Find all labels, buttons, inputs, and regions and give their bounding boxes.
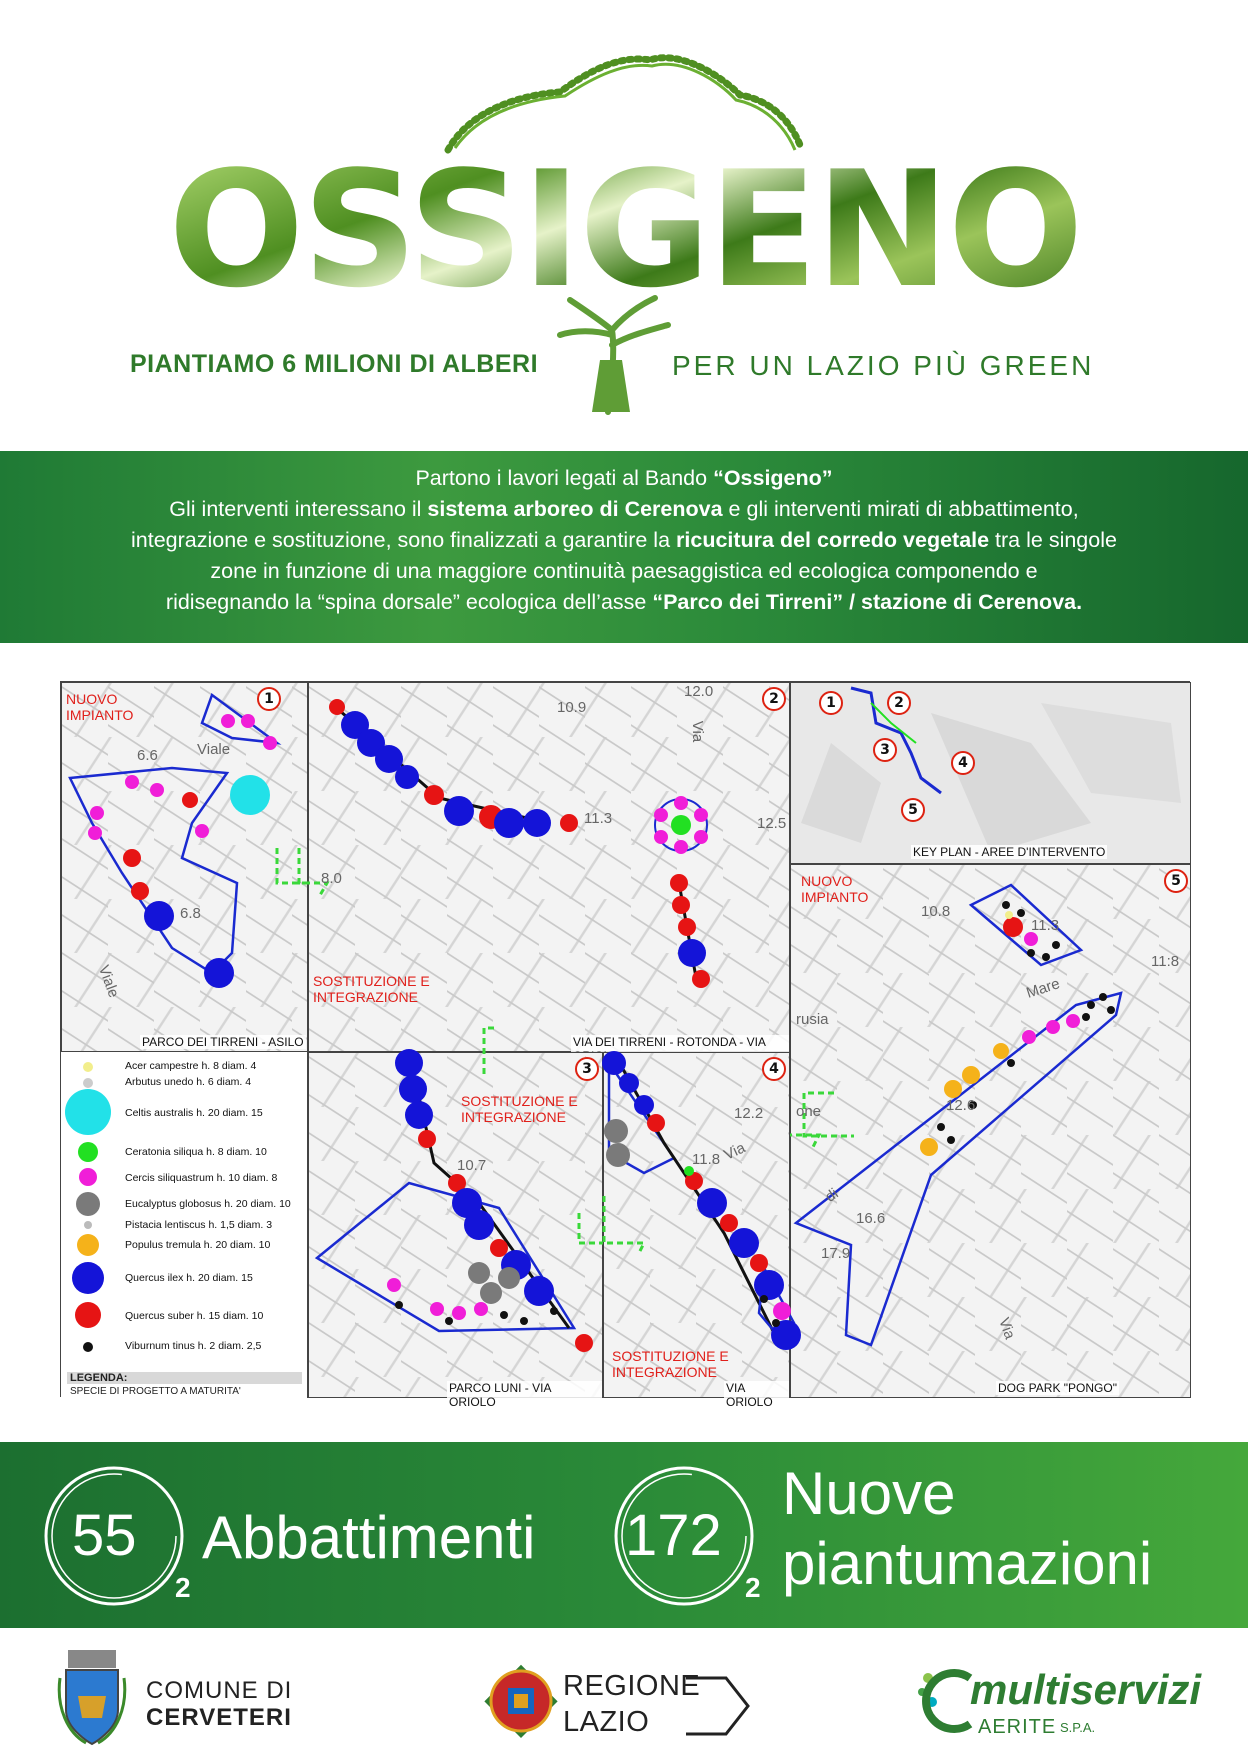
map-label: Viale — [197, 741, 231, 758]
map-label: 17.9 — [821, 1245, 851, 1262]
legend-item: Celtis australis h. 20 diam. 15 — [61, 1087, 308, 1135]
panel-1-caption: PARCO DEI TIRRENI - ASILO — [142, 1035, 304, 1049]
map-label: 12.0 — [684, 683, 714, 700]
intro-line-4: zone in funzione di una maggiore continuità paesaggistica ed ecologica componendo e — [210, 559, 1038, 583]
intro-line-5: ridisegnando la “spina dorsale” ecologica dell’asse “Parco dei Tirreni” / stazione di Cerenova. — [165, 590, 1083, 614]
cerveteri-line2: CERVETERI — [146, 1704, 292, 1731]
panel-1-number: 1 — [257, 687, 281, 711]
piantumazioni-label-line2: piantumazioni — [782, 1530, 1153, 1597]
piantumazioni-count: 172 — [625, 1503, 722, 1568]
regione-lazio-emblem-icon — [480, 1660, 562, 1742]
panel-4-number: 4 — [762, 1057, 786, 1081]
legend-item: Populus tremula h. 20 diam. 10 — [61, 1232, 308, 1258]
map-panel-2 — [308, 682, 790, 1052]
legend-item: Acer campestre h. 8 diam. 4 — [61, 1056, 308, 1082]
abbattimenti-count: 55 — [72, 1503, 137, 1568]
panel-5-caption: DOG PARK "PONGO" — [998, 1381, 1117, 1395]
keyplan-marker-3: 3 — [873, 738, 897, 762]
legend-item: Viburnum tinus h. 2 diam. 2,5 — [61, 1332, 308, 1358]
legend-swatch — [83, 1062, 93, 1072]
map-label: Via — [995, 1315, 1019, 1342]
legend-title: LEGENDA: — [67, 1372, 302, 1384]
regione-line1: REGIONE — [563, 1670, 701, 1702]
keyplan-marker-5: 5 — [901, 798, 925, 822]
intro-line-2: Gli interventi interessano il sistema arboreo di Cerenova e gli interventi mirati di abbattimento, — [169, 497, 1079, 521]
map-label: Via — [689, 720, 707, 743]
map-label: 10.7 — [457, 1157, 487, 1174]
poster-header — [0, 0, 1248, 445]
multiservizi-suffix: S.P.A. — [1060, 1720, 1096, 1735]
tagline-right: PER UN LAZIO PIÙ GREEN — [672, 350, 1095, 381]
map-label: 11:8 — [1151, 953, 1180, 970]
panel-3-caption: PARCO LUNI - VIA ORIOLO — [447, 1381, 602, 1409]
panel-1-tag: NUOVO IMPIANTO — [66, 691, 134, 723]
piantumazioni-label-line1: Nuove — [782, 1460, 956, 1527]
map-label: 6.6 — [137, 747, 158, 764]
key-plan-panel — [790, 682, 1191, 864]
legend-swatch — [65, 1089, 111, 1135]
abbattimenti-subscript: 2 — [175, 1572, 191, 1603]
legend-item: Quercus ilex h. 20 diam. 15 — [61, 1258, 308, 1296]
intro-line-1: Partono i lavori legati al Bando “Ossigeno” — [415, 466, 833, 490]
legend-item: Quercus suber h. 15 diam. 10 — [61, 1300, 308, 1326]
map-label: rusia — [796, 1011, 829, 1028]
legend-item: Arbutus unedo h. 6 diam. 4 — [61, 1072, 308, 1098]
panel-4-tag: SOSTITUZIONE E INTEGRAZIONE — [612, 1348, 729, 1380]
map-label: 12.6 — [946, 1097, 976, 1114]
map-panel-1 — [61, 682, 308, 1052]
keyplan-marker-2: 2 — [887, 691, 911, 715]
map-label: 10.9 — [557, 699, 587, 716]
legend-item: Pistacia lentiscus h. 1,5 diam. 3 — [61, 1216, 308, 1242]
multiservizi-name: multiservizi — [970, 1666, 1202, 1713]
legend-swatch — [76, 1192, 100, 1216]
map-panel-3 — [308, 1052, 603, 1409]
map-label: di — [822, 1185, 842, 1206]
keyplan-marker-4: 4 — [951, 751, 975, 775]
legend-swatch — [84, 1221, 92, 1229]
cerveteri-line1: COMUNE DI — [146, 1677, 293, 1704]
legend-item: Eucalyptus globosus h. 20 diam. 10 — [61, 1192, 308, 1218]
panel-2-caption: VIA DEI TIRRENI - ROTONDA - VIA — [571, 1035, 789, 1063]
intro-banner — [0, 451, 1248, 643]
map-label: Mare — [1024, 975, 1062, 1002]
panel-5-number: 5 — [1164, 869, 1188, 893]
panel-2-number: 2 — [762, 687, 786, 711]
map-label: 6.8 — [180, 905, 201, 922]
legend-swatch — [78, 1142, 98, 1162]
key-plan-caption: KEY PLAN - AREE D'INTERVENTO — [913, 845, 1106, 859]
map-label: 12.5 — [757, 815, 787, 832]
multiservizi-sub: AERITE — [978, 1716, 1057, 1738]
panel-3-number: 3 — [575, 1057, 599, 1081]
legend-swatch — [79, 1168, 97, 1186]
legend-item: Ceratonia siliqua h. 8 diam. 10 — [61, 1140, 308, 1166]
tagline-left: PIANTIAMO 6 MILIONI DI ALBERI — [130, 350, 539, 378]
regione-line2: LAZIO — [563, 1706, 650, 1738]
stats-banner — [0, 1442, 1248, 1628]
legend-subtitle: SPECIE DI PROGETTO A MATURITA' — [70, 1386, 241, 1397]
intervention-maps — [60, 681, 1190, 1409]
map-label: 11.8 — [692, 1151, 721, 1168]
map-legend — [61, 1052, 308, 1398]
map-label: Via — [721, 1139, 749, 1164]
panel-3-tag: SOSTITUZIONE E INTEGRAZIONE — [461, 1093, 578, 1125]
map-label: 11.3 — [584, 810, 613, 827]
panel-2-tag: SOSTITUZIONE E INTEGRAZIONE — [313, 973, 430, 1005]
panel-4-caption: VIA ORIOLO — [724, 1381, 789, 1409]
intro-line-3: integrazione e sostituzione, sono finalizzati a garantire la ricucitura del corredo vegetale tra le singole — [131, 528, 1117, 552]
footer-logos — [0, 1628, 1248, 1764]
piantumazioni-subscript: 2 — [745, 1572, 761, 1603]
abbattimenti-label: Abbattimenti — [202, 1504, 536, 1571]
panel-5-tag: NUOVO IMPIANTO — [801, 873, 869, 905]
map-label: 16.6 — [856, 1210, 886, 1227]
legend-swatch — [72, 1262, 104, 1294]
map-label: Viale — [94, 963, 123, 1000]
cerveteri-crest-icon — [56, 1648, 128, 1748]
legend-swatch — [83, 1342, 93, 1352]
map-label: one — [796, 1103, 822, 1120]
map-label: 10.8 — [921, 903, 951, 920]
keyplan-marker-1: 1 — [819, 691, 843, 715]
map-label: 12.2 — [734, 1105, 764, 1122]
poster-title: OSSIGENO — [120, 150, 1130, 310]
regione-arrow-icon — [686, 1674, 756, 1738]
legend-swatch — [77, 1234, 99, 1256]
map-label: 8.0 — [321, 870, 342, 887]
multiservizi-logo-icon — [918, 1658, 978, 1738]
map-label: 11.3 — [1031, 917, 1060, 934]
map-panel-4 — [603, 1052, 822, 1409]
legend-swatch — [75, 1302, 101, 1328]
map-panel-5 — [790, 864, 1191, 1398]
legend-item: Cercis siliquastrum h. 10 diam. 8 — [61, 1166, 308, 1192]
